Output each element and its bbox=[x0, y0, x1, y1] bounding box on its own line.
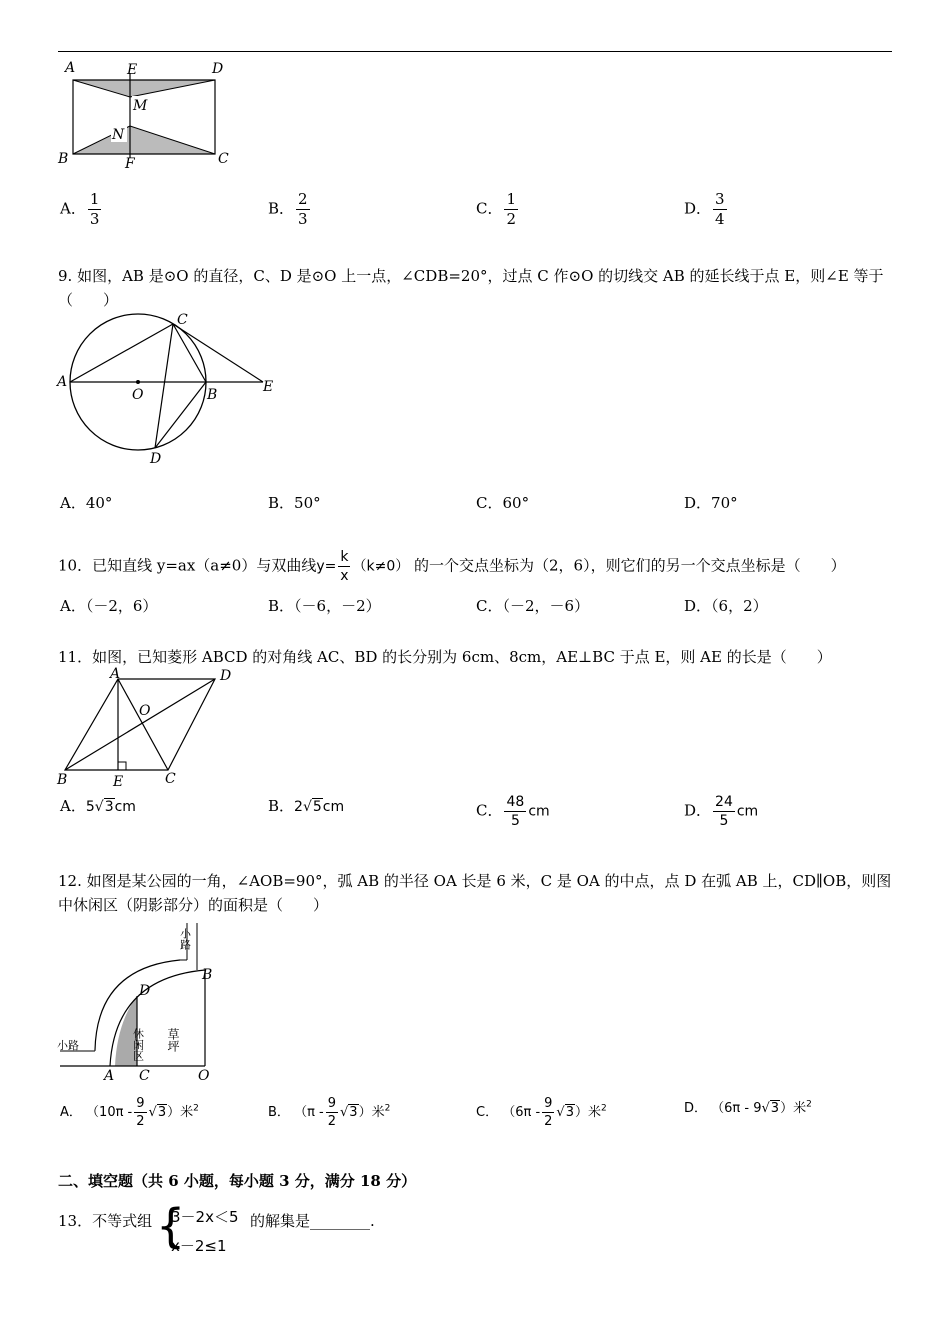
q13-prefix: 13．不等式组 bbox=[58, 1212, 153, 1230]
label-O: O bbox=[132, 387, 144, 403]
label-B: B bbox=[57, 772, 68, 788]
label-D: D bbox=[150, 451, 162, 467]
q9-option-d[interactable]: D．70° bbox=[684, 494, 738, 512]
label-A: A bbox=[104, 1068, 115, 1084]
section-2-heading: 二、填空题（共 6 小题，每小题 3 分，满分 18 分） bbox=[58, 1172, 417, 1190]
label-E: E bbox=[263, 379, 274, 395]
q12-option-c[interactable]: C． （6π - $\frac{9}{2}$ √3）米$^2$ bbox=[476, 1096, 607, 1129]
label-C: C bbox=[218, 151, 229, 167]
brace-icon: { bbox=[156, 1199, 186, 1253]
label-A: A bbox=[65, 60, 76, 76]
label-C: C bbox=[139, 1068, 150, 1084]
q13-line2: x－2≤1 bbox=[171, 1237, 227, 1255]
q12-option-a[interactable]: A． （10π - $\frac{9}{2}$ √3）米$^2$ bbox=[60, 1096, 199, 1129]
label-B: B bbox=[202, 967, 213, 983]
q11-figure bbox=[55, 665, 245, 790]
q11-option-b[interactable]: B．2√5cm bbox=[268, 797, 345, 815]
label-O: O bbox=[139, 703, 151, 719]
label-A: A bbox=[57, 374, 68, 390]
label-O: O bbox=[198, 1068, 210, 1084]
q10-option-a[interactable]: A．（－2，6） bbox=[60, 597, 158, 615]
label-C: C bbox=[165, 771, 176, 787]
q12-text: 12. 如图是某公园的一角，∠AOB=90°，弧 AB 的半径 OA 长是 6 米，C 是 OA 的中点，点 D 在弧 AB 上，CD∥OB，则图中休闲区（阴影部分）的面积是（ ） bbox=[58, 872, 892, 914]
label-rest-area: 休闲区 bbox=[131, 1028, 145, 1061]
label-M: M bbox=[133, 98, 148, 114]
label-road-left: 小路 bbox=[57, 1039, 79, 1052]
label-B: B bbox=[207, 387, 218, 403]
label-A: A bbox=[110, 666, 121, 682]
q8-option-d[interactable]: D． $\frac{3}{4}$ bbox=[684, 190, 725, 228]
q8-figure bbox=[55, 58, 245, 173]
q10-option-c[interactable]: C．（－2，－6） bbox=[476, 597, 590, 615]
label-lawn: 草坪 bbox=[166, 1028, 180, 1052]
q10-text: 10．已知直线 y=ax（a≠0）与双曲线y= $\frac{k}{x}$ （k≠0） 的一个交点坐标为（2，6），则它们的另一个交点坐标是（ ） bbox=[58, 549, 846, 584]
q12-figure bbox=[55, 918, 225, 1086]
q8-option-a[interactable]: A． $\frac{1}{3}$ bbox=[60, 190, 100, 228]
q9-option-b[interactable]: B．50° bbox=[268, 494, 321, 512]
label-E: E bbox=[127, 62, 138, 78]
q13-line1: 3－2x＜5 bbox=[171, 1208, 239, 1226]
q11-option-c[interactable]: C． $\frac{48}{5}$ cm bbox=[476, 794, 550, 829]
q8-option-b[interactable]: B． $\frac{2}{3}$ bbox=[268, 190, 308, 228]
q12-option-d[interactable]: D． （6π - 9√3）米$^2$ bbox=[684, 1099, 812, 1116]
label-road-top: 小路 bbox=[178, 928, 192, 950]
q11-option-d[interactable]: D． $\frac{24}{5}$ cm bbox=[684, 794, 759, 829]
q9-text: 9. 如图，AB 是⊙O 的直径，C、D 是⊙O 上一点，∠CDB=20°，过点 C 作⊙O 的切线交 AB 的延长线于点 E，则∠E 等于（ ） bbox=[58, 267, 884, 309]
q8-option-c[interactable]: C． $\frac{1}{2}$ bbox=[476, 190, 517, 228]
label-C: C bbox=[177, 312, 188, 328]
label-F: F bbox=[125, 156, 135, 172]
label-D: D bbox=[139, 983, 151, 999]
label-D: D bbox=[212, 61, 224, 77]
q10-option-b[interactable]: B．（－6，－2） bbox=[268, 597, 381, 615]
q9-option-c[interactable]: C．60° bbox=[476, 494, 530, 512]
q11-text: 11．如图，已知菱形 ABCD 的对角线 AC、BD 的长分别为 6cm、8cm，AE⊥BC 于点 E，则 AE 的长是（ ） bbox=[58, 648, 832, 666]
q9-figure bbox=[55, 310, 285, 470]
q8-shaded-region bbox=[73, 80, 215, 154]
label-D: D bbox=[220, 668, 232, 684]
label-E: E bbox=[113, 774, 124, 790]
q9-option-a[interactable]: A．40° bbox=[60, 494, 113, 512]
label-N: N bbox=[112, 127, 125, 143]
q10-option-d[interactable]: D．（6，2） bbox=[684, 597, 768, 615]
label-B: B bbox=[58, 151, 69, 167]
header-rule bbox=[58, 51, 892, 52]
q13-suffix: 的解集是________. bbox=[250, 1212, 375, 1230]
q11-option-a[interactable]: A．5√3cm bbox=[60, 797, 136, 815]
q12-option-b[interactable]: B． （π - $\frac{9}{2}$ √3）米$^2$ bbox=[268, 1096, 391, 1129]
